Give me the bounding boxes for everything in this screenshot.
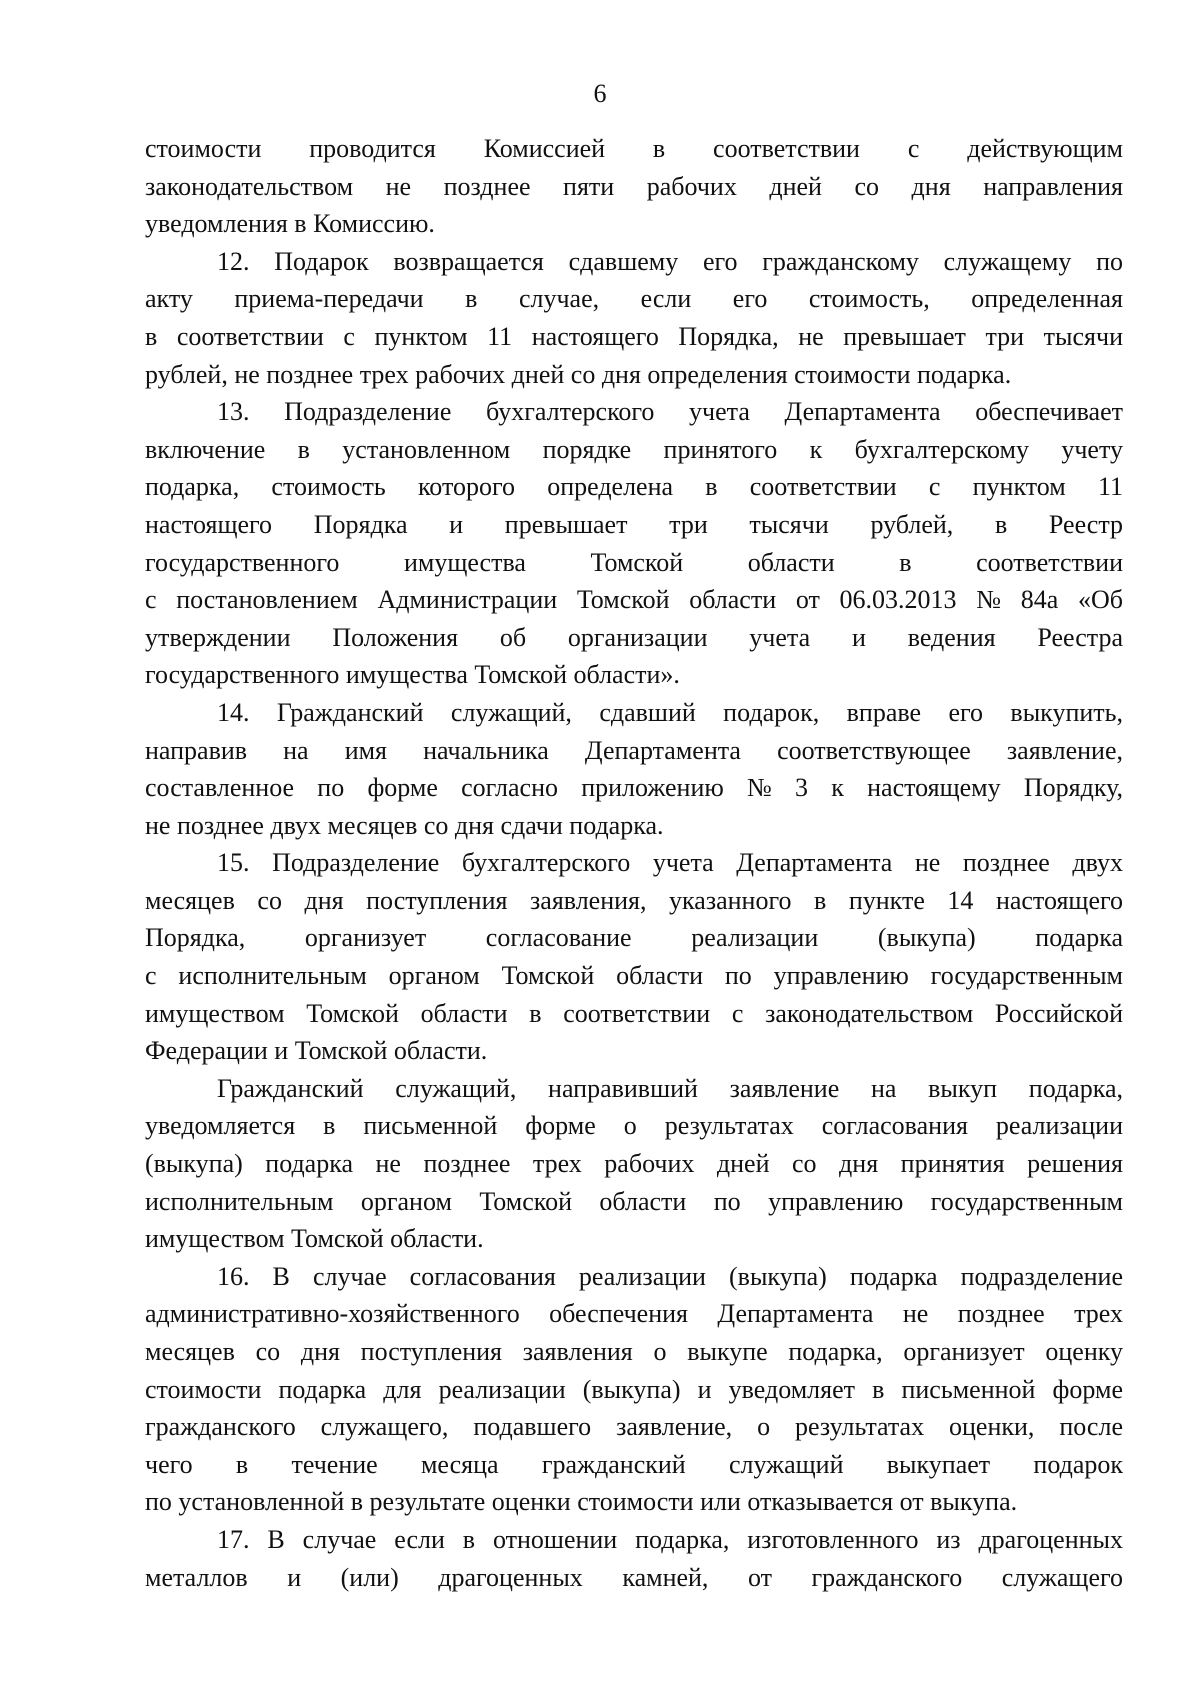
paragraph: [145, 694, 1123, 844]
paragraph: [145, 243, 1123, 393]
text-line: 12. Подарок возвращается сдавшему его гражданскому служащему по: [217, 246, 1123, 276]
paragraph: [145, 1258, 1123, 1521]
text-line: гражданского служащего, подавшего заявление, о результатах оценки, после: [145, 1412, 1123, 1442]
paragraph: [145, 130, 1123, 243]
document-body: [145, 130, 1123, 1596]
text-line: имуществом Томской области в соответствии с законодательством Российской: [145, 998, 1123, 1028]
text-line: по установленной в результате оценки стоимости или отказывается от выкупа.: [145, 1487, 1018, 1517]
text-line: государственного имущества Томской области в соответствии: [145, 547, 1123, 577]
paragraph: [145, 393, 1123, 694]
text-line: не позднее двух месяцев со дня сдачи подарка.: [145, 810, 664, 840]
text-line: месяцев со дня поступления заявления о выкупе подарка, организует оценку: [145, 1337, 1123, 1366]
text-line: с исполнительным органом Томской области по управлению государственным: [145, 961, 1123, 991]
text-line: настоящего Порядка и превышает три тысячи рублей, в Реестр: [145, 509, 1123, 539]
text-line: месяцев со дня поступления заявления, указанного в пункте 14 настоящего: [145, 885, 1123, 915]
text-line: административно-хозяйственного обеспечения Департамента не позднее трех: [145, 1299, 1123, 1329]
text-line: утверждении Положения об организации учета и ведения Реестра: [145, 622, 1123, 652]
text-line: 14. Гражданский служащий, сдавший подарок, вправе его выкупить,: [217, 697, 1123, 727]
paragraph: [145, 844, 1123, 1070]
text-line: включение в установленном порядке принятого к бухгалтерскому учету: [145, 434, 1123, 464]
text-line: Гражданский служащий, направивший заявление на выкуп подарка,: [217, 1073, 1123, 1103]
text-line: 15. Подразделение бухгалтерского учета Департамента не позднее двух: [217, 848, 1123, 878]
text-line: с постановлением Администрации Томской области от 06.03.2013 № 84а «Об: [145, 585, 1123, 615]
text-line: акту приема-передачи в случае, если его стоимость, определенная: [145, 284, 1123, 314]
text-line: государственного имущества Томской области».: [145, 660, 680, 690]
text-line: стоимости проводится Комиссией в соответствии с действующим: [145, 134, 1123, 163]
text-line: 13. Подразделение бухгалтерского учета Департамента обеспечивает: [217, 397, 1123, 427]
text-line: 16. В случае согласования реализации (выкупа) подарка подразделение: [217, 1261, 1123, 1291]
text-line: рублей, не позднее трех рабочих дней со дня определения стоимости подарка.: [145, 359, 1012, 389]
text-line: составленное по форме согласно приложению № 3 к настоящему Порядку,: [145, 773, 1123, 803]
text-line: чего в течение месяца гражданский служащий выкупает подарок: [145, 1449, 1123, 1479]
text-line: металлов и (или) драгоценных камней, от гражданского служащего: [145, 1562, 1123, 1592]
text-line: направив на имя начальника Департамента соответствующее заявление,: [145, 735, 1123, 765]
text-line: уведомляется в письменной форме о результатах согласования реализации: [145, 1111, 1123, 1141]
text-line: уведомления в Комиссию.: [145, 209, 435, 239]
text-line: (выкупа) подарка не позднее трех рабочих дней со дня принятия решения: [145, 1149, 1123, 1179]
text-line: Федерации и Томской области.: [145, 1036, 488, 1066]
paragraph: [145, 1521, 1123, 1596]
text-line: 17. В случае если в отношении подарка, изготовленного из драгоценных: [217, 1524, 1123, 1554]
text-line: стоимости подарка для реализации (выкупа) и уведомляет в письменной форме: [145, 1374, 1123, 1404]
text-line: Порядка, организует согласование реализации (выкупа) подарка: [145, 923, 1123, 953]
text-line: имуществом Томской области.: [145, 1224, 484, 1254]
text-line: законодательством не позднее пяти рабочих дней со дня направления: [145, 171, 1123, 201]
paragraph: [145, 1070, 1123, 1258]
page-number: 6: [593, 79, 607, 108]
text-line: исполнительным органом Томской области по управлению государственным: [145, 1186, 1123, 1216]
text-line: в соответствии с пунктом 11 настоящего Порядка, не превышает три тысячи: [145, 321, 1123, 351]
text-line: подарка, стоимость которого определена в соответствии с пунктом 11: [145, 472, 1123, 502]
